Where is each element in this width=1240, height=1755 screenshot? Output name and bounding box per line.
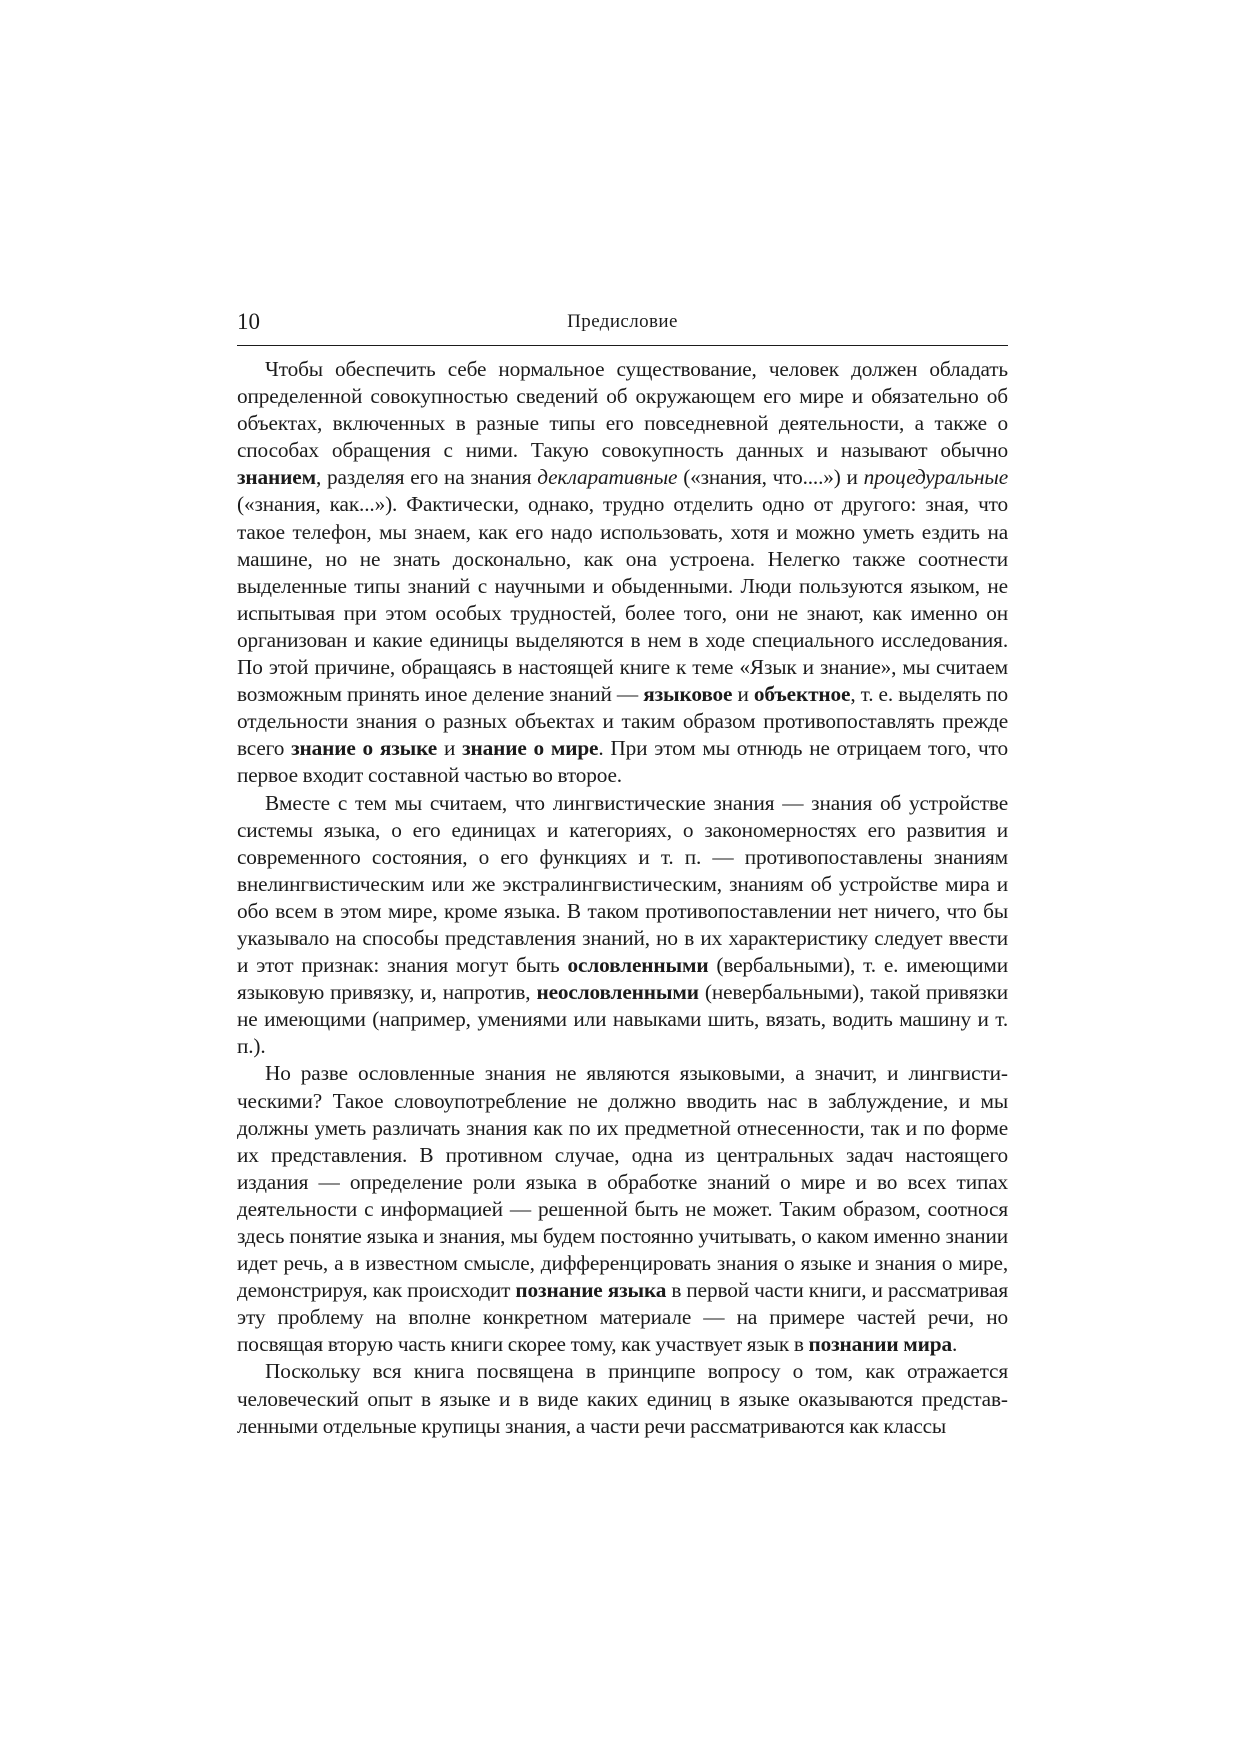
text-run: . xyxy=(951,1332,958,1357)
text-run: . При этом мы отнюдь не отрицаем того, что первое входит составной частью во второе. xyxy=(237,736,1008,788)
italic-term: декларативные xyxy=(537,465,678,490)
text-run: (невербальными), такой привязки не имеющими (например, умениями или навыками шить, вязать, водить машину и т. п.). xyxy=(237,980,1008,1059)
paragraph-1 xyxy=(237,356,1008,790)
bold-term: познании мира xyxy=(808,1332,952,1357)
bold-term: знание о языке xyxy=(291,736,438,761)
text-run: , разделяя его на знания xyxy=(315,465,538,490)
bold-term: объектное xyxy=(753,682,851,707)
bold-term: неословленными xyxy=(536,980,699,1005)
text-run: Поскольку вся книга посвящена в принципе вопросу о том, как отражается человеческий опыт в языке и в виде каких единиц в языке оказываются представленными отдельные крупицы знания, а части речи рассматриваются как классы xyxy=(237,1359,1008,1438)
text-run: Но разве ословленные знания не являются языковыми, а значит, и лингвистическими? Такое словоупотребление не должно вводить нас в заблуждение, и мы должны уметь различать знания как по их предметной отнесенности, так и по форме их представления. В противном случае, одна из центральных задач настоящего издания — определение роли языка в обработке знаний о мире и во всех типах деятельности с информацией — решенной быть не может. Таким образом, соотнося здесь понятие языка и знания, мы будем постоянно учитывать, о каком именно знании идет речь, а в известном смысле, дифференцировать знания о языке и знания о мире, демонстрируя, как происходит xyxy=(237,1061,1008,1303)
running-head xyxy=(237,303,1008,346)
body-text xyxy=(237,356,1008,1440)
paragraph-2 xyxy=(237,790,1008,1061)
text-run: в первой части книги, и рассматривая эту проблему на вполне конкретном материале — на примере частей речи, но посвящая вторую часть книги скорее тому, как участвует язык в xyxy=(237,1278,1008,1357)
bold-term: ословленными xyxy=(567,953,709,978)
text-run: Вместе с тем мы считаем, что лингвистические знания — знания об устройстве системы языка, о его единицах и категориях, о закономерностях его развития и современного состояния, о его функциях и т. п. — противопоставлены знаниям внелингвистическим или же экстралингвистическим, знаниям об устройстве мира и обо всем в этом мире, кроме языка. В таком противопоставлении нет ничего, что бы указывало на способы представления знаний, но в их характеристику следует ввести и этот признак: знания могут быть xyxy=(237,790,1008,978)
bold-term: знанием xyxy=(237,465,316,490)
text-run: («знания, что....») и xyxy=(677,465,864,490)
bold-term: языковое xyxy=(643,682,733,707)
text-run: («знания, как...»). Фактически, однако, трудно отделить одно от другого: зная, что такое телефон, мы знаем, как его надо использовать, хотя и можно уметь ездить на машине, но не знать досконально, как она устроена. Нелегко также соотнести выделенные типы знаний с научными и обыденными. Люди пользуются языком, не испытывая при этом особых трудностей, более того, они не знают, как именно он организован и какие единицы выделяются в нем в ходе специального исследования. По этой причине, обращаясь в настоящей книге к теме «Язык и знание», мы считаем возможным принять иное деление знаний — xyxy=(237,492,1008,707)
text-run: Чтобы обеспечить себе нормальное существование, человек должен обладать определенной совокупностью сведений об окружающем его мире и обязательно об объектах, включенных в разные типы его повседневной деятельности, а также о способах обращения с ними. Такую совокупность данных и называют обычно xyxy=(237,357,1008,463)
bold-term: познание языка xyxy=(515,1278,667,1303)
text-run: и xyxy=(437,736,463,761)
paragraph-4 xyxy=(237,1358,1008,1439)
paragraph-3 xyxy=(237,1060,1008,1358)
text-run: , т. е. выделять по отдельности знания о разных объектах и таким образом противопоставлять прежде всего xyxy=(237,682,1009,761)
bold-term: знание о мире xyxy=(462,736,599,761)
italic-term: процедуральные xyxy=(863,465,1008,490)
text-run: и xyxy=(732,682,754,707)
text-run: (вербальными), т. е. имеющими языковую привязку, и, напротив, xyxy=(237,953,1008,1005)
section-title: Предисловие xyxy=(567,311,678,332)
page-number: 10 xyxy=(237,309,260,334)
